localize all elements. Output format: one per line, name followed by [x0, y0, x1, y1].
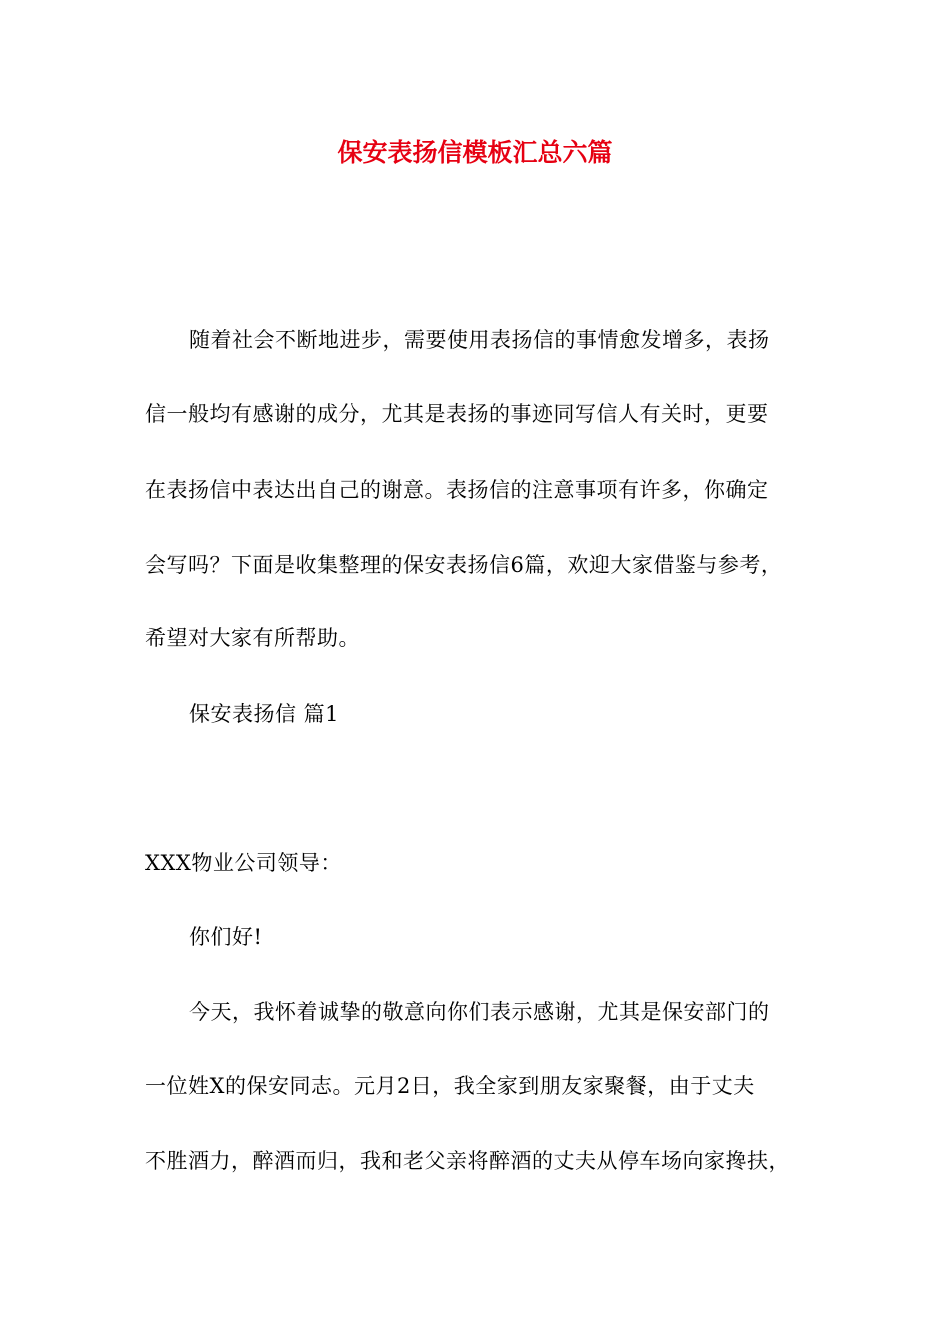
- section-heading: 保安表扬信 篇1: [189, 702, 340, 726]
- document-title: 保安表扬信模板汇总六篇: [337, 138, 613, 167]
- intro-line-5: 希望对大家有所帮助。: [145, 626, 360, 650]
- intro-line-4: 会写吗？下面是收集整理的保安表扬信6篇，欢迎大家借鉴与参考，: [145, 553, 783, 577]
- intro-line-1: 随着社会不断地进步，需要使用表扬信的事情愈发增多，表扬: [189, 328, 770, 352]
- intro-line-2: 信一般均有感谢的成分，尤其是表扬的事迹同写信人有关时，更要: [145, 402, 769, 426]
- body-line-1: 今天，我怀着诚挚的敬意向你们表示感谢，尤其是保安部门的: [189, 1000, 770, 1024]
- greeting: 你们好!: [189, 925, 263, 949]
- intro-line-3: 在表扬信中表达出自己的谢意。表扬信的注意事项有许多，你确定: [145, 478, 769, 502]
- body-line-3: 不胜酒力，醉酒而归，我和老父亲将醉酒的丈夫从停车场向家搀扶，: [145, 1149, 790, 1173]
- body-line-2: 一位姓X的保安同志。元月2日，我全家到朋友家聚餐，由于丈夫: [145, 1074, 755, 1098]
- salutation: XXX物业公司领导：: [145, 851, 342, 875]
